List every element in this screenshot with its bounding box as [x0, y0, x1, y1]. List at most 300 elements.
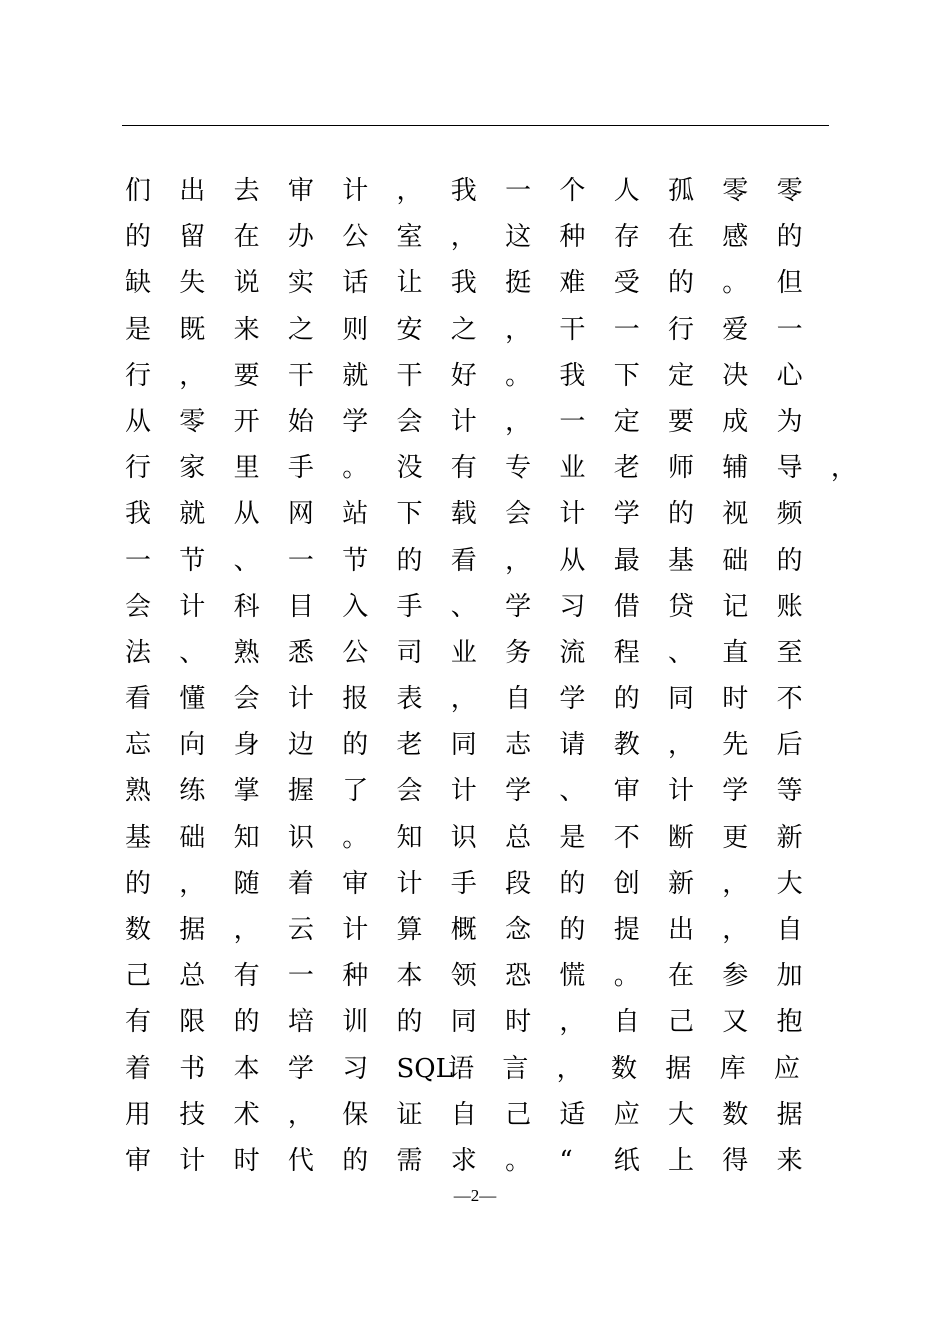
text-glyph: 计 [450, 406, 477, 437]
text-glyph: 时 [233, 1145, 260, 1176]
text-glyph: 身 [233, 730, 260, 761]
text-glyph: 。 [505, 1145, 532, 1176]
text-glyph: 同 [668, 684, 695, 715]
text-glyph: 云 [287, 915, 314, 945]
text-line [125, 676, 845, 722]
text-glyph: 保 [342, 1099, 369, 1130]
text-glyph: 办 [287, 222, 314, 253]
text-glyph: 但 [776, 268, 803, 299]
text-glyph: 人 [613, 176, 640, 206]
text-glyph: 就 [342, 360, 369, 391]
text-glyph: 计 [342, 915, 369, 945]
text-glyph: 目 [287, 591, 314, 622]
text-glyph: 科 [233, 591, 260, 622]
text-glyph: 直 [722, 637, 749, 668]
text-glyph: 证 [396, 1099, 423, 1130]
text-glyph: 们 [125, 176, 152, 206]
text-glyph: 既 [179, 314, 206, 345]
text-glyph: 己 [668, 1007, 695, 1038]
text-glyph: 司 [396, 637, 423, 668]
text-glyph: 请 [559, 730, 586, 761]
text-glyph: 难 [559, 268, 586, 299]
text-glyph: 纸 [613, 1145, 640, 1176]
text-glyph: 表 [396, 684, 423, 715]
text-glyph: 有 [450, 453, 477, 484]
text-glyph: 审 [613, 776, 640, 807]
text-glyph: 段 [505, 868, 532, 899]
text-glyph: SQL [396, 1053, 453, 1084]
text-glyph: 节 [179, 545, 206, 576]
text-glyph: 行 [668, 314, 695, 345]
text-glyph: 一 [287, 961, 314, 992]
text-glyph: 老 [396, 730, 423, 761]
text-glyph: 先 [722, 730, 749, 761]
text-line [125, 1138, 845, 1184]
text-glyph: 。 [613, 961, 640, 992]
text-glyph: 一 [287, 545, 314, 576]
text-glyph: 等 [776, 776, 803, 807]
text-glyph: 的 [776, 545, 803, 576]
text-glyph: 老 [613, 453, 640, 484]
text-glyph: ， [505, 406, 532, 437]
text-line [125, 999, 845, 1045]
text-glyph: 的 [668, 268, 695, 299]
text-glyph: 是 [125, 314, 152, 345]
text-glyph: 自 [776, 915, 803, 945]
text-glyph: 习 [342, 1053, 369, 1084]
text-glyph: 在 [233, 222, 260, 253]
text-glyph: ， [450, 684, 477, 715]
text-line [125, 445, 857, 491]
text-glyph: 的 [559, 915, 586, 945]
text-glyph: 入 [342, 591, 369, 622]
text-glyph: 频 [776, 499, 803, 530]
text-glyph: 的 [396, 1007, 423, 1038]
text-glyph: 用 [125, 1099, 152, 1130]
text-glyph: 零 [179, 406, 206, 437]
text-glyph: 贷 [668, 591, 695, 622]
text-glyph: ， [722, 868, 749, 899]
text-glyph: 从 [559, 545, 586, 576]
text-glyph: 础 [722, 545, 749, 576]
text-glyph: 审 [342, 868, 369, 899]
text-glyph: ， [505, 314, 532, 345]
text-glyph: 学 [287, 1053, 314, 1084]
text-glyph: 时 [505, 1007, 532, 1038]
text-glyph: 。 [342, 822, 369, 853]
text-glyph: 一 [125, 545, 152, 576]
text-glyph: 好 [450, 360, 477, 391]
text-glyph: 开 [233, 406, 260, 437]
text-glyph: 感 [722, 222, 749, 253]
text-line [125, 861, 845, 907]
text-glyph: 求 [450, 1145, 477, 1176]
text-glyph: 书 [179, 1053, 206, 1084]
text-glyph: 存 [613, 222, 640, 253]
text-glyph: 提 [613, 915, 640, 945]
text-glyph: 计 [450, 776, 477, 807]
text-glyph: 懂 [179, 684, 206, 715]
text-line [125, 353, 845, 399]
text-glyph: 、 [450, 591, 477, 622]
text-glyph: 让 [396, 268, 423, 299]
text-glyph: 会 [396, 776, 423, 807]
text-glyph: 基 [668, 545, 695, 576]
text-glyph: 来 [776, 1145, 803, 1176]
text-glyph: 种 [559, 222, 586, 253]
text-glyph: 熟 [233, 637, 260, 668]
text-glyph: 的 [613, 684, 640, 715]
text-glyph: 。 [722, 268, 749, 299]
text-glyph: 悉 [287, 637, 314, 668]
text-glyph: 话 [342, 268, 369, 299]
text-glyph: 在 [668, 222, 695, 253]
text-glyph: 数 [610, 1053, 637, 1084]
text-glyph: 至 [776, 637, 803, 668]
text-glyph: 算 [396, 915, 423, 945]
text-glyph: 最 [613, 545, 640, 576]
text-glyph: 会 [125, 591, 152, 622]
body-text [125, 168, 857, 1184]
text-glyph: 己 [125, 961, 152, 992]
text-glyph: 同 [450, 730, 477, 761]
text-glyph: 数 [125, 915, 152, 945]
text-glyph: 干 [559, 314, 586, 345]
text-glyph: 师 [668, 453, 695, 484]
text-line [125, 1046, 845, 1092]
text-glyph: 领 [450, 961, 477, 992]
text-glyph: 念 [505, 915, 532, 945]
text-glyph: 我 [450, 176, 477, 206]
text-glyph: 法 [125, 637, 152, 668]
text-line [125, 907, 845, 953]
text-glyph: 有 [233, 961, 260, 992]
text-glyph: 基 [125, 822, 152, 853]
text-glyph: 来 [233, 314, 260, 345]
text-glyph: 的 [396, 545, 423, 576]
text-glyph: 的 [559, 868, 586, 899]
text-glyph: 定 [613, 406, 640, 437]
text-glyph: 数 [722, 1099, 749, 1130]
text-glyph: 缺 [125, 268, 152, 299]
text-glyph: ， [179, 360, 206, 391]
text-glyph: 抱 [776, 1007, 803, 1038]
text-glyph: 知 [396, 822, 423, 853]
text-glyph: 公 [342, 222, 369, 253]
text-glyph: 下 [613, 360, 640, 391]
text-glyph: 技 [179, 1099, 206, 1130]
text-glyph: ， [668, 730, 695, 761]
text-glyph: 里 [233, 453, 260, 484]
text-glyph: 要 [233, 360, 260, 391]
text-glyph: 之 [450, 314, 477, 345]
text-glyph: 安 [396, 314, 423, 345]
text-glyph: 大 [776, 868, 803, 899]
text-glyph: 计 [559, 499, 586, 530]
text-glyph: 计 [396, 868, 423, 899]
text-glyph: ， [722, 915, 749, 945]
header-rule [122, 125, 829, 126]
text-glyph: 审 [287, 176, 314, 206]
text-glyph: 会 [233, 684, 260, 715]
text-glyph: 、 [179, 637, 206, 668]
text-line [125, 168, 845, 214]
text-glyph: 报 [342, 684, 369, 715]
text-glyph: 孤 [668, 176, 695, 206]
text-glyph: 实 [287, 268, 314, 299]
text-glyph: 干 [396, 360, 423, 391]
text-glyph: 说 [233, 268, 260, 299]
text-glyph: 、 [233, 545, 260, 576]
text-glyph: 。 [342, 453, 369, 484]
text-glyph: 一 [505, 176, 532, 206]
text-glyph: 下 [396, 499, 423, 530]
text-glyph: 看 [125, 684, 152, 715]
text-glyph: 之 [287, 314, 314, 345]
text-glyph: 则 [342, 314, 369, 345]
text-line [125, 630, 845, 676]
text-glyph: 业 [450, 637, 477, 668]
text-glyph: 训 [342, 1007, 369, 1038]
text-glyph: 心 [776, 360, 803, 391]
text-glyph: 零 [776, 176, 803, 206]
text-glyph: ， [179, 868, 206, 899]
text-glyph: 识 [287, 822, 314, 853]
text-glyph: 我 [125, 499, 152, 530]
text-line [125, 953, 845, 999]
text-glyph: 向 [179, 730, 206, 761]
text-glyph: 更 [722, 822, 749, 853]
text-glyph: 学 [342, 406, 369, 437]
text-glyph: 辅 [722, 453, 749, 484]
text-glyph: 业 [559, 453, 586, 484]
text-glyph: 、 [559, 776, 586, 807]
text-glyph: 学 [505, 776, 532, 807]
text-glyph: 始 [287, 406, 314, 437]
text-glyph: 导 [776, 453, 803, 484]
text-glyph: 失 [179, 268, 206, 299]
text-glyph: 不 [613, 822, 640, 853]
text-glyph: 计 [179, 1145, 206, 1176]
text-glyph: 断 [668, 822, 695, 853]
text-glyph: 行 [125, 360, 152, 391]
text-glyph: 练 [179, 776, 206, 807]
text-glyph: 去 [233, 176, 260, 206]
text-glyph: 语 [448, 1053, 475, 1084]
text-glyph: 限 [179, 1007, 206, 1038]
text-glyph: 库 [719, 1053, 746, 1084]
text-glyph: 本 [396, 961, 423, 992]
text-line [125, 491, 845, 537]
text-glyph: 在 [668, 961, 695, 992]
text-glyph: 出 [668, 915, 695, 945]
text-glyph: ， [396, 176, 423, 206]
text-glyph: 要 [668, 406, 695, 437]
text-glyph: 节 [342, 545, 369, 576]
text-glyph: 审 [125, 1145, 152, 1176]
text-glyph: 决 [722, 360, 749, 391]
text-glyph: 从 [125, 406, 152, 437]
text-glyph: 识 [450, 822, 477, 853]
text-glyph: 没 [396, 453, 423, 484]
text-glyph: 边 [287, 730, 314, 761]
text-glyph: 着 [287, 868, 314, 899]
text-line [125, 538, 845, 584]
text-line [125, 768, 845, 814]
text-glyph: 我 [450, 268, 477, 299]
text-glyph: 自 [613, 1007, 640, 1038]
text-glyph: 新 [776, 822, 803, 853]
text-glyph: 的 [776, 222, 803, 253]
text-glyph: ， [233, 915, 260, 945]
text-glyph: 新 [668, 868, 695, 899]
text-line [125, 260, 845, 306]
text-glyph: 学 [559, 684, 586, 715]
text-glyph: 账 [776, 591, 803, 622]
text-line [125, 584, 845, 630]
text-line [125, 307, 845, 353]
text-glyph: 计 [342, 176, 369, 206]
page-number: —2— [453, 1186, 497, 1205]
text-glyph: “ [559, 1145, 573, 1176]
text-glyph: 的 [342, 730, 369, 761]
text-glyph: ， [287, 1099, 314, 1130]
text-glyph: 成 [722, 406, 749, 437]
text-glyph: 视 [722, 499, 749, 530]
text-glyph: 从 [233, 499, 260, 530]
text-glyph: 我 [559, 360, 586, 391]
text-glyph: 会 [396, 406, 423, 437]
text-glyph: 室 [396, 222, 423, 253]
text-glyph: 为 [776, 406, 803, 437]
text-glyph: 零 [722, 176, 749, 206]
text-glyph: 手 [450, 868, 477, 899]
text-glyph: 看 [450, 545, 477, 576]
text-glyph: 站 [342, 499, 369, 530]
text-glyph: 的 [668, 499, 695, 530]
text-glyph: 的 [342, 1145, 369, 1176]
text-glyph: 自 [450, 1099, 477, 1130]
text-glyph: ， [556, 1053, 583, 1084]
text-glyph: 记 [722, 591, 749, 622]
text-glyph: 恐 [505, 961, 532, 992]
text-glyph: 爱 [722, 314, 749, 345]
text-glyph: 应 [773, 1053, 800, 1084]
text-glyph: 言 [502, 1053, 529, 1084]
text-glyph: 的 [233, 1007, 260, 1038]
text-glyph: 熟 [125, 776, 152, 807]
text-glyph: 应 [613, 1099, 640, 1130]
text-glyph: 网 [287, 499, 314, 530]
text-glyph: 据 [665, 1053, 692, 1084]
text-glyph: 留 [179, 222, 206, 253]
text-glyph: 的 [125, 222, 152, 253]
text-glyph: 着 [125, 1053, 152, 1084]
text-glyph: 慌 [559, 961, 586, 992]
text-glyph: 手 [396, 591, 423, 622]
text-line [125, 722, 845, 768]
text-glyph: 参 [722, 961, 749, 992]
text-glyph: 学 [722, 776, 749, 807]
text-line [125, 214, 845, 260]
text-glyph: 上 [668, 1145, 695, 1176]
text-glyph: 概 [450, 915, 477, 945]
text-glyph: 、 [668, 637, 695, 668]
text-glyph: 据 [776, 1099, 803, 1130]
text-glyph: 公 [342, 637, 369, 668]
text-glyph: 本 [233, 1053, 260, 1084]
text-glyph: 的 [125, 868, 152, 899]
text-glyph: 。 [505, 360, 532, 391]
text-glyph: 一 [613, 314, 640, 345]
text-glyph: 一 [559, 406, 586, 437]
text-glyph: ， [830, 453, 857, 484]
text-glyph: 一 [776, 314, 803, 345]
text-glyph: 忘 [125, 730, 152, 761]
text-glyph: 挺 [505, 268, 532, 299]
text-glyph: 学 [613, 499, 640, 530]
text-glyph: 时 [722, 684, 749, 715]
text-glyph: 计 [287, 684, 314, 715]
text-glyph: ， [450, 222, 477, 253]
text-glyph: 有 [125, 1007, 152, 1038]
text-glyph: 务 [505, 637, 532, 668]
text-glyph: 不 [776, 684, 803, 715]
text-line [125, 815, 845, 861]
text-glyph: 掌 [233, 776, 260, 807]
text-glyph: 术 [233, 1099, 260, 1130]
text-glyph: 加 [776, 961, 803, 992]
text-glyph: 计 [179, 591, 206, 622]
text-glyph: 种 [342, 961, 369, 992]
text-glyph: 需 [396, 1145, 423, 1176]
text-glyph: 自 [505, 684, 532, 715]
text-glyph: 这 [505, 222, 532, 253]
text-glyph: 适 [559, 1099, 586, 1130]
text-glyph: 后 [776, 730, 803, 761]
text-glyph: 创 [613, 868, 640, 899]
text-line [125, 399, 845, 445]
text-glyph: 了 [342, 776, 369, 807]
text-glyph: 又 [722, 1007, 749, 1038]
text-glyph: 知 [233, 822, 260, 853]
text-glyph: 握 [287, 776, 314, 807]
text-glyph: ， [559, 1007, 586, 1038]
text-glyph: 计 [668, 776, 695, 807]
text-glyph: 个 [559, 176, 586, 206]
text-glyph: 总 [505, 822, 532, 853]
text-glyph: 培 [287, 1007, 314, 1038]
text-glyph: 同 [450, 1007, 477, 1038]
text-glyph: 总 [179, 961, 206, 992]
text-glyph: 流 [559, 637, 586, 668]
text-glyph: 据 [179, 915, 206, 945]
text-glyph: 随 [233, 868, 260, 899]
text-glyph: 习 [559, 591, 586, 622]
text-glyph: 大 [668, 1099, 695, 1130]
text-glyph: 载 [450, 499, 477, 530]
text-glyph: ， [505, 545, 532, 576]
text-glyph: 定 [668, 360, 695, 391]
text-glyph: 础 [179, 822, 206, 853]
text-glyph: 行 [125, 453, 152, 484]
text-glyph: 是 [559, 822, 586, 853]
text-glyph: 受 [613, 268, 640, 299]
text-glyph: 程 [613, 637, 640, 668]
text-glyph: 专 [505, 453, 532, 484]
text-glyph: 手 [287, 453, 314, 484]
text-glyph: 就 [179, 499, 206, 530]
